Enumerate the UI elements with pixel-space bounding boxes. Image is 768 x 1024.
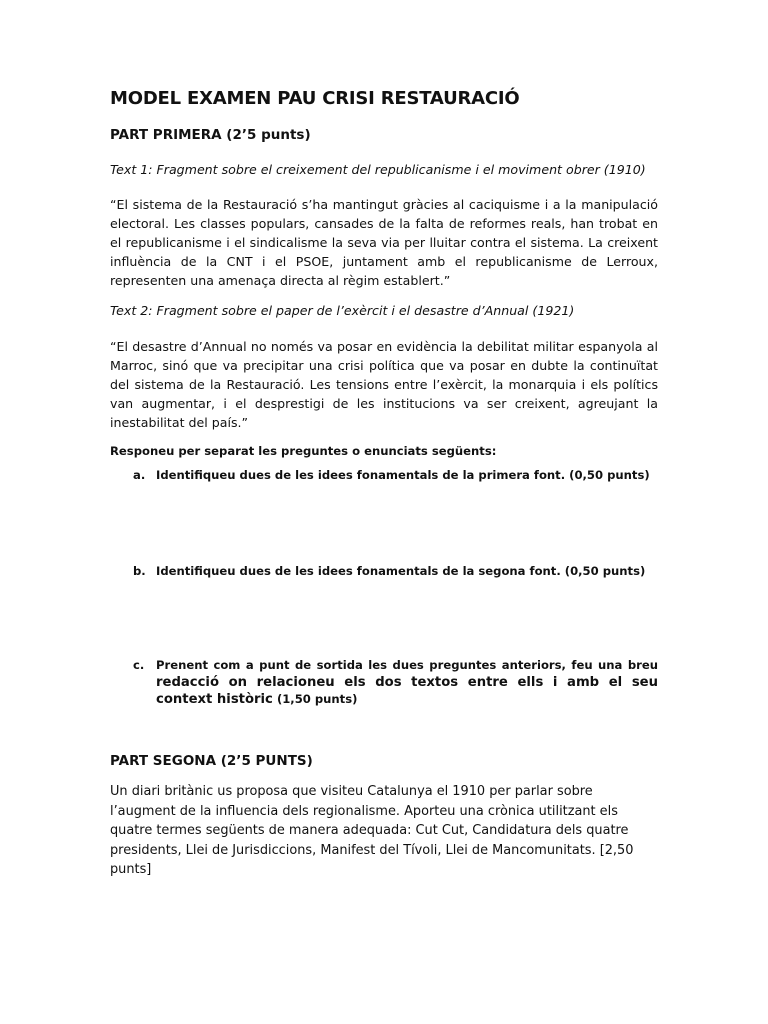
question-text: Identifiqueu dues de les idees fonamentals de la segona font. (0,50 punts) [156, 564, 646, 578]
question-c [133, 657, 658, 708]
question-label: c. [133, 658, 145, 672]
question-b [133, 563, 658, 580]
question-points: (1,50 punts) [276, 692, 358, 706]
text-two-body: “El desastre d’Annual no només va posar en evidència la debilitat militar espanyola al Marroc, sinó que va precipitar una crisi política que va posar en dubte la continuïtat del sistema de la Restauració. Les tensions entre l’exèrcit, la monarquia i els polítics van augmentar, i el desprestigi de les institucions va ser creixent, agreujant la inestabilitat del país.” [110, 339, 658, 430]
question-text-emphasis: redacció on relacioneu els dos textos entre ells i amb el seu context històric [156, 675, 658, 707]
text-one-body: “El sistema de la Restauració s’ha mantingut gràcies al caciquisme i a la manipulació electoral. Les classes populars, cansades de la falta de reformes reals, han trobat en el republicanisme i el sindicalisme la seva via per lluitar contra el sistema. La creixent influència de la CNT i el PSOE, juntament amb el republicanisme de Lerroux, representen una amenaça directa al règim establert.” [110, 197, 658, 288]
question-text [156, 657, 658, 708]
question-label: a. [133, 468, 146, 482]
page-title: MODEL EXAMEN PAU CRISI RESTAURACIÓ [110, 88, 520, 109]
question-text-start: Prenent com a punt de sortida les dues preguntes anteriors, feu una breu [156, 658, 658, 672]
part-two-heading: PART SEGONA (2’5 PUNTS) [110, 753, 313, 769]
question-text: Identifiqueu dues de les idees fonamentals de la primera font. (0,50 punts) [156, 468, 650, 482]
questions-instruction: Responeu per separat les preguntes o enunciats següents: [110, 444, 497, 458]
text-two-title: Text 2: Fragment sobre el paper de l’exèrcit i el desastre d’Annual (1921) [110, 303, 575, 318]
question-a [133, 467, 658, 484]
question-label: b. [133, 564, 146, 578]
text-one-title: Text 1: Fragment sobre el creixement del republicanisme i el moviment obrer (1910) [110, 162, 646, 177]
part-one-heading: PART PRIMERA (2’5 punts) [110, 127, 311, 143]
part-two-body: Un diari britànic us proposa que visiteu Catalunya el 1910 per parlar sobre l’augment de la influencia dels regionalisme. Aporteu una crònica utilitzant els quatre termes següents de manera adequada: Cut Cut, Candidatura dels quatre presidents, Llei de Jurisdiccions, Manifest del Tívoli, Llei de Mancomunitats. [2,50 punts] [110, 784, 634, 877]
